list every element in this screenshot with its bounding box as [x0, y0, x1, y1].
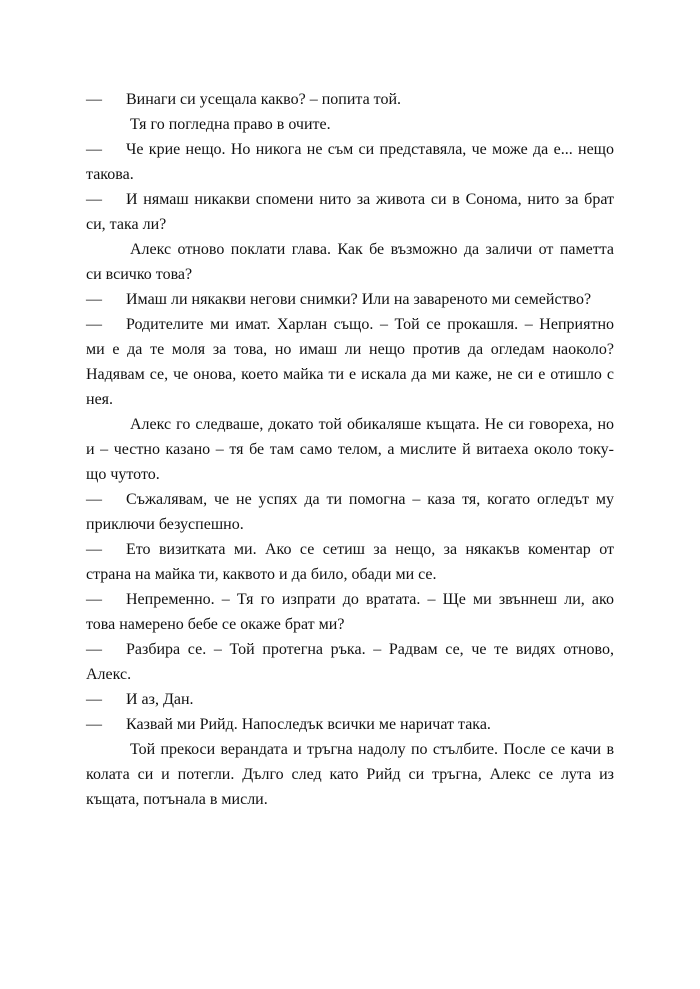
line-text: Родителите ми имат. Харлан също. – Той се прокашля. – Неприятно [126, 316, 614, 333]
text-line [86, 88, 614, 112]
text-line: Алекс отново поклати глава. Как бе възможно да заличи от паметта [130, 241, 614, 258]
text-line [86, 638, 614, 662]
text-line: Тя го погледна право в очите. [130, 116, 331, 133]
text-line [86, 288, 614, 312]
dialogue-dash: — [86, 716, 102, 733]
dialogue-dash: — [86, 316, 102, 333]
dialogue-dash: — [86, 141, 102, 158]
line-text: Ето визитката ми. Ако се сетиш за нещо, за някакъв коментар от [126, 541, 614, 558]
dialogue-dash: — [86, 541, 102, 558]
line-text: И нямаш никакви спомени нито за живота си в Сонома, нито за брат [126, 191, 614, 208]
text-line: такова. [86, 166, 134, 183]
text-line: си, така ли? [86, 216, 167, 233]
text-line [86, 688, 614, 712]
line-text: Имаш ли някакви негови снимки? Или на завареното ми семейство? [126, 291, 592, 308]
dialogue-dash: — [86, 591, 102, 608]
text-line: и – честно казано – тя бе там само телом, а мислите й витаеха около току- [86, 441, 614, 458]
dialogue-dash: — [86, 91, 102, 108]
text-line: Алекс. [86, 666, 132, 683]
text-line: ми е да те моля за това, но имаш ли нещо против да огледам наоколо? [86, 341, 614, 358]
text-line [86, 713, 614, 737]
text-line: къщата, потънала в мисли. [86, 791, 268, 808]
text-line: Той прекоси верандата и тръгна надолу по стълбите. После се качи в [130, 741, 614, 758]
text-line: що чутото. [86, 466, 160, 483]
text-line [86, 138, 614, 162]
dialogue-dash: — [86, 641, 102, 658]
text-line: това намерено бебе се окаже брат ми? [86, 616, 345, 633]
text-line: колата си и потегли. Дълго след като Рийд си тръгна, Алекс се лута из [86, 766, 614, 783]
dialogue-dash: — [86, 291, 102, 308]
dialogue-dash: — [86, 691, 102, 708]
text-line: страна на майка ти, каквото и да било, обади ми се. [86, 566, 437, 583]
dialogue-dash: — [86, 491, 102, 508]
text-line: Надявам се, че онова, което майка ти е искала да ми каже, не си е отишло с [86, 366, 614, 383]
line-text: Непременно. – Тя го изпрати до вратата. – Ще ми звъннеш ли, ако [126, 591, 614, 608]
text-line: си всичко това? [86, 266, 193, 283]
text-line [86, 538, 614, 562]
line-text: Че крие нещо. Но никога не съм си представяла, че може да е... нещо [126, 141, 614, 158]
line-text: Разбира се. – Той протегна ръка. – Радвам се, че те видях отново, [126, 641, 614, 658]
text-line [86, 488, 614, 512]
line-text: Казвай ми Рийд. Напоследък всички ме наричат така. [126, 716, 491, 733]
text-line [86, 188, 614, 212]
text-line [86, 588, 614, 612]
text-line: приключи безуспешно. [86, 516, 244, 533]
line-text: Винаги си усещала какво? – попита той. [126, 91, 402, 108]
text-line [86, 313, 614, 337]
text-line: нея. [86, 391, 114, 408]
dialogue-dash: — [86, 191, 102, 208]
line-text: И аз, Дан. [126, 691, 194, 708]
line-text: Съжалявам, че не успях да ти помогна – каза тя, когато огледът му [126, 491, 614, 508]
text-line: Алекс го следваше, докато той обикаляше къщата. Не си говореха, но [130, 416, 614, 433]
